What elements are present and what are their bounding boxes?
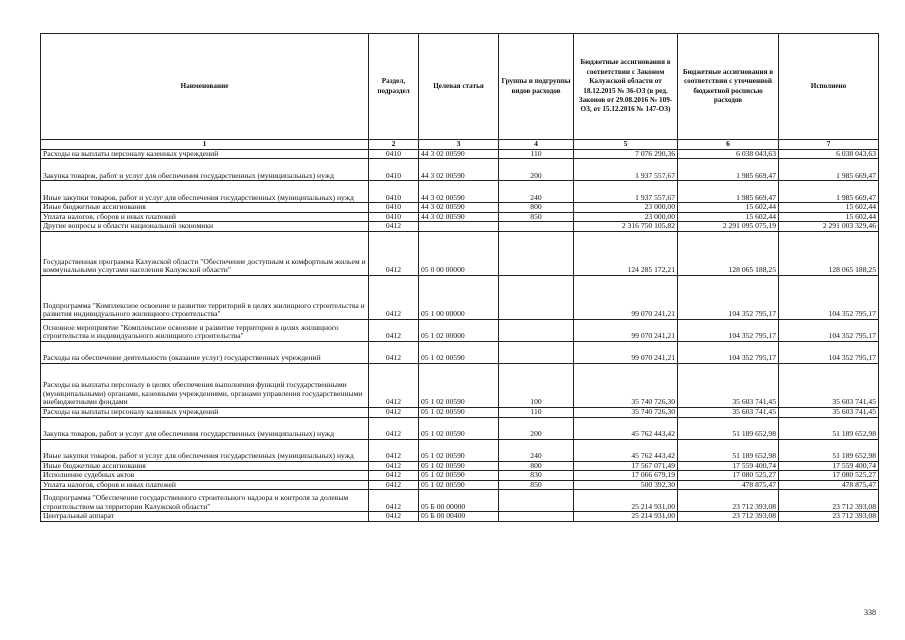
row-target: 44 3 02 00590 — [419, 159, 499, 181]
table-row — [41, 461, 879, 471]
row-name: Закупка товаров, работ и услуг для обеспечения государственных (муниципальных) нужд — [41, 159, 369, 181]
header-row — [41, 34, 879, 140]
row-target: 05 1 02 00590 — [419, 407, 499, 417]
row-budget-refined: 1 985 669,47 — [678, 181, 779, 203]
row-executed: 104 352 795,17 — [779, 275, 879, 319]
row-budget-law: 99 070 241,21 — [574, 341, 678, 363]
col-number: 6 — [678, 140, 779, 150]
row-budget-law: 35 740 726,30 — [574, 363, 678, 407]
row-budget-refined: 51 189 652,98 — [678, 417, 779, 439]
table-row — [41, 471, 879, 481]
row-budget-law: 23 000,00 — [574, 203, 678, 213]
row-section: 0410 — [369, 203, 419, 213]
row-target: 05 1 00 00000 — [419, 275, 499, 319]
row-target: 05 1 02 00590 — [419, 471, 499, 481]
table-row — [41, 181, 879, 203]
row-name: Расходы на выплаты персоналу казенных учреждений — [41, 149, 369, 159]
row-kind — [499, 275, 574, 319]
table-row — [41, 417, 879, 439]
row-target: 05 0 00 00000 — [419, 231, 499, 275]
row-kind: 240 — [499, 181, 574, 203]
row-kind: 800 — [499, 203, 574, 213]
row-budget-law: 35 740 726,30 — [574, 407, 678, 417]
row-section: 0412 — [369, 439, 419, 461]
row-target: 05 1 02 00000 — [419, 319, 499, 341]
header-executed: Исполнено — [779, 34, 879, 140]
row-kind — [499, 512, 574, 522]
row-kind: 200 — [499, 417, 574, 439]
budget-table — [40, 33, 879, 522]
row-name: Основное мероприятие "Комплексное освоение и развитие территории в целях жилищного строительства и индивидуального жилищного строительства" — [41, 319, 369, 341]
row-budget-refined: 17 559 400,74 — [678, 461, 779, 471]
row-section: 0412 — [369, 407, 419, 417]
table-row — [41, 439, 879, 461]
row-section: 0412 — [369, 417, 419, 439]
row-executed: 51 189 652,98 — [779, 417, 879, 439]
row-section: 0410 — [369, 149, 419, 159]
row-budget-refined: 51 189 652,98 — [678, 439, 779, 461]
row-section: 0412 — [369, 471, 419, 481]
row-name: Другие вопросы в области национальной экономики — [41, 222, 369, 232]
row-budget-refined: 128 065 188,25 — [678, 231, 779, 275]
row-section: 0410 — [369, 159, 419, 181]
table-row — [41, 149, 879, 159]
row-budget-law: 45 762 443,42 — [574, 417, 678, 439]
row-target: 44 3 02 00590 — [419, 149, 499, 159]
row-target — [419, 222, 499, 232]
row-name: Иные закупки товаров, работ и услуг для обеспечения государственных (муниципальных) нужд — [41, 181, 369, 203]
row-budget-refined: 17 080 525,27 — [678, 471, 779, 481]
row-budget-refined: 15 602,44 — [678, 203, 779, 213]
row-executed: 23 712 393,08 — [779, 490, 879, 512]
col-number: 2 — [369, 140, 419, 150]
row-executed: 15 602,44 — [779, 212, 879, 222]
row-section: 0412 — [369, 231, 419, 275]
table-row — [41, 222, 879, 232]
row-name: Уплата налогов, сборов и иных платежей — [41, 212, 369, 222]
table-row — [41, 480, 879, 490]
row-name: Расходы на выплаты персоналу в целях обеспечения выполнения функций государственными (муниципальными) органами, казенными учреждениями, органами управления государственными внебюджетными фондами — [41, 363, 369, 407]
col-number: 4 — [499, 140, 574, 150]
row-name: Государственная программа Калужской области "Обеспечение доступным и комфортным жильем и коммунальными услугами населения Калужской области" — [41, 231, 369, 275]
row-section: 0412 — [369, 363, 419, 407]
row-budget-refined: 15 602,44 — [678, 212, 779, 222]
col-number: 3 — [419, 140, 499, 150]
page-number: 338 — [864, 608, 876, 617]
row-name: Центральный аппарат — [41, 512, 369, 522]
row-executed: 1 985 669,47 — [779, 159, 879, 181]
row-executed: 478 875,47 — [779, 480, 879, 490]
row-executed: 104 352 795,17 — [779, 319, 879, 341]
table-row — [41, 490, 879, 512]
row-executed: 104 352 795,17 — [779, 341, 879, 363]
row-target: 05 1 02 00590 — [419, 417, 499, 439]
row-section: 0410 — [369, 181, 419, 203]
row-section: 0412 — [369, 490, 419, 512]
row-kind — [499, 341, 574, 363]
row-name: Иные закупки товаров, работ и услуг для обеспечения государственных (муниципальных) нужд — [41, 439, 369, 461]
row-executed: 17 080 525,27 — [779, 471, 879, 481]
row-budget-law: 7 076 290,36 — [574, 149, 678, 159]
row-name: Подпрограмма "Комплексное освоение и развитие территорий в целях жилищного строительства и развития индивидуального жилищного строительства" — [41, 275, 369, 319]
header-section: Раздел, подраздел — [369, 34, 419, 140]
row-budget-law: 17 567 071,49 — [574, 461, 678, 471]
row-section: 0412 — [369, 319, 419, 341]
table-row — [41, 212, 879, 222]
header-groups: Группы и подгруппы видов расходов — [499, 34, 574, 140]
row-name: Расходы на обеспечение деятельности (оказание услуг) государственных учреждений — [41, 341, 369, 363]
row-section: 0412 — [369, 341, 419, 363]
header-budget-refined: Бюджетные ассигнования в соответствии с уточненной бюджетной росписью расходов — [678, 34, 779, 140]
row-budget-refined: 35 603 741,45 — [678, 407, 779, 417]
table-row — [41, 231, 879, 275]
header-budget-law: Бюджетные ассигнования в соответствии с Законом Калужской области от 18.12.2015 № 36-ОЗ (в ред. Законов от 29.08.2016 № 109-ОЗ, от 15.12.2016 № 147-ОЗ) — [574, 34, 678, 140]
row-kind: 110 — [499, 407, 574, 417]
row-kind: 850 — [499, 480, 574, 490]
row-executed: 17 559 400,74 — [779, 461, 879, 471]
row-budget-law: 1 937 557,67 — [574, 181, 678, 203]
row-budget-refined: 23 712 393,08 — [678, 512, 779, 522]
row-section: 0412 — [369, 222, 419, 232]
table-row — [41, 363, 879, 407]
table-row — [41, 159, 879, 181]
row-kind: 100 — [499, 363, 574, 407]
row-target: 05 1 02 00590 — [419, 341, 499, 363]
row-budget-refined: 1 985 669,47 — [678, 159, 779, 181]
row-executed: 51 189 652,98 — [779, 439, 879, 461]
header-name: Наименование — [41, 34, 369, 140]
col-number: 7 — [779, 140, 879, 150]
row-executed: 23 712 393,08 — [779, 512, 879, 522]
row-target: 05 1 02 00590 — [419, 363, 499, 407]
row-kind — [499, 319, 574, 341]
row-budget-law: 99 070 241,21 — [574, 319, 678, 341]
row-kind: 200 — [499, 159, 574, 181]
row-budget-law: 45 762 443,42 — [574, 439, 678, 461]
table-row — [41, 341, 879, 363]
row-budget-law: 500 392,30 — [574, 480, 678, 490]
row-kind: 800 — [499, 461, 574, 471]
row-executed: 35 603 741,45 — [779, 363, 879, 407]
row-budget-refined: 104 352 795,17 — [678, 319, 779, 341]
table-row — [41, 275, 879, 319]
row-target: 44 3 02 00590 — [419, 212, 499, 222]
row-name: Иные бюджетные ассигнования — [41, 461, 369, 471]
row-kind: 850 — [499, 212, 574, 222]
row-kind: 110 — [499, 149, 574, 159]
row-section: 0412 — [369, 480, 419, 490]
row-kind — [499, 490, 574, 512]
row-target: 05 1 02 00590 — [419, 439, 499, 461]
row-executed: 6 038 043,63 — [779, 149, 879, 159]
row-target: 05 Б 00 00400 — [419, 512, 499, 522]
row-budget-law: 25 214 931,00 — [574, 490, 678, 512]
row-budget-refined: 23 712 393,08 — [678, 490, 779, 512]
row-section: 0412 — [369, 461, 419, 471]
row-kind: 240 — [499, 439, 574, 461]
row-executed: 128 065 188,25 — [779, 231, 879, 275]
col-number: 1 — [41, 140, 369, 150]
row-target: 05 1 02 00590 — [419, 461, 499, 471]
table-row — [41, 319, 879, 341]
row-target: 05 1 02 00590 — [419, 480, 499, 490]
row-executed: 35 603 741,45 — [779, 407, 879, 417]
row-name: Закупка товаров, работ и услуг для обеспечения государственных (муниципальных) нужд — [41, 417, 369, 439]
row-section: 0412 — [369, 275, 419, 319]
header-target: Целевая статья — [419, 34, 499, 140]
row-section: 0410 — [369, 212, 419, 222]
row-budget-law: 23 000,00 — [574, 212, 678, 222]
row-executed: 15 602,44 — [779, 203, 879, 213]
row-budget-refined: 104 352 795,17 — [678, 275, 779, 319]
col-number: 5 — [574, 140, 678, 150]
row-budget-refined: 478 875,47 — [678, 480, 779, 490]
row-kind — [499, 222, 574, 232]
row-budget-refined: 35 603 741,45 — [678, 363, 779, 407]
row-name: Исполнение судебных актов — [41, 471, 369, 481]
column-numbers-row — [41, 140, 879, 150]
row-budget-law: 99 070 241,21 — [574, 275, 678, 319]
row-budget-law: 25 214 931,00 — [574, 512, 678, 522]
row-target: 44 3 02 00590 — [419, 203, 499, 213]
row-section: 0412 — [369, 512, 419, 522]
row-budget-law: 2 316 750 105,82 — [574, 222, 678, 232]
row-name: Иные бюджетные ассигнования — [41, 203, 369, 213]
row-executed: 1 985 669,47 — [779, 181, 879, 203]
row-name: Подпрограмма "Обеспечение государственного строительного надзора и контроля за долевым строительством на территории Калужской области" — [41, 490, 369, 512]
row-budget-refined: 6 038 043,63 — [678, 149, 779, 159]
row-name: Уплата налогов, сборов и иных платежей — [41, 480, 369, 490]
table-row — [41, 512, 879, 522]
row-kind — [499, 231, 574, 275]
row-name: Расходы на выплаты персоналу казенных учреждений — [41, 407, 369, 417]
row-kind: 830 — [499, 471, 574, 481]
table-row — [41, 203, 879, 213]
row-budget-refined: 2 291 095 075,19 — [678, 222, 779, 232]
row-budget-refined: 104 352 795,17 — [678, 341, 779, 363]
row-budget-law: 1 937 557,67 — [574, 159, 678, 181]
row-target: 05 Б 00 00000 — [419, 490, 499, 512]
table-row — [41, 407, 879, 417]
row-budget-law: 124 285 172,21 — [574, 231, 678, 275]
row-target: 44 3 02 00590 — [419, 181, 499, 203]
row-executed: 2 291 003 329,46 — [779, 222, 879, 232]
row-budget-law: 17 066 679,19 — [574, 471, 678, 481]
